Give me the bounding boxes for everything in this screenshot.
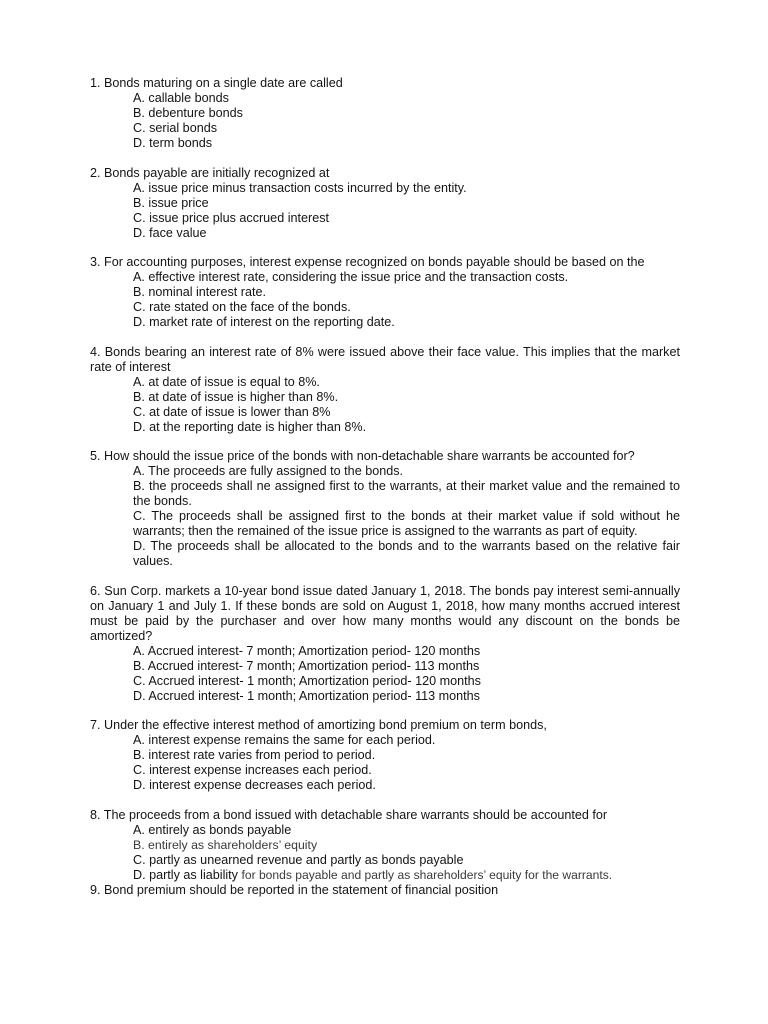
option-b: B. entirely as shareholders’ equity (133, 837, 318, 852)
question-stem: 4. Bonds bearing an interest rate of 8% were issued above their face value. This implies that the market rate of interest (90, 344, 680, 374)
question-stem: 9. Bond premium should be reported in the statement of financial position (90, 882, 499, 897)
option-d: D. market rate of interest on the reporting date. (133, 315, 395, 329)
question-9 (90, 883, 680, 898)
question-2 (90, 166, 680, 241)
question-stem: 3. For accounting purposes, interest expense recognized on bonds payable should be based on the (90, 255, 645, 269)
option-d: D. Accrued interest- 1 month; Amortization period- 113 months (133, 688, 480, 703)
option-b: B. Accrued interest- 7 month; Amortization period- 113 months (133, 658, 480, 673)
question-3 (90, 255, 680, 330)
option-b: B. debenture bonds (133, 106, 243, 120)
question-1 (90, 76, 680, 151)
option-d: D. at the reporting date is higher than 8%. (133, 419, 367, 434)
option-b: B. nominal interest rate. (133, 285, 266, 299)
question-8 (90, 808, 680, 883)
option-a: A. issue price minus transaction costs incurred by the entity. (133, 180, 467, 195)
option-c: C. issue price plus accrued interest (133, 210, 329, 225)
question-stem: 7. Under the effective interest method of amortizing bond premium on term bonds, (90, 718, 547, 732)
option-d-part1: D. partly as liability (133, 867, 242, 882)
option-d: D. face value (133, 225, 207, 240)
question-6 (90, 584, 680, 704)
option-c: C. serial bonds (133, 121, 217, 135)
question-7 (90, 718, 680, 793)
option-a: A. effective interest rate, considering the issue price and the transaction costs. (133, 270, 569, 284)
option-c: C. Accrued interest- 1 month; Amortization period- 120 months (133, 673, 481, 688)
document-page (90, 76, 680, 912)
question-stem: 5. How should the issue price of the bonds with non-detachable share warrants be accounted for? (90, 449, 635, 463)
option-a: A. The proceeds are fully assigned to the bonds. (133, 464, 404, 478)
option-a: A. Accrued interest- 7 month; Amortization period- 120 months (133, 643, 481, 658)
question-5 (90, 449, 680, 569)
option-d (90, 868, 680, 883)
option-c: C. The proceeds shall be assigned first to the bonds at their market value if sold without he warrants; then the remained of the issue price is assigned to the warrants as part of equity. (133, 509, 680, 538)
option-b: B. the proceeds shall ne assigned first to the warrants, at their market value and the remained to the bonds. (133, 479, 680, 508)
option-c: C. interest expense increases each period. (133, 763, 372, 777)
option-a: A. interest expense remains the same for each period. (133, 733, 436, 747)
question-4 (90, 345, 680, 435)
option-b: B. interest rate varies from period to period. (133, 748, 376, 762)
option-c: C. partly as unearned revenue and partly as bonds payable (133, 852, 464, 867)
option-c: C. rate stated on the face of the bonds. (133, 300, 351, 314)
option-d: D. The proceeds shall be allocated to the bonds and to the warrants based on the relative fair values. (133, 539, 680, 568)
option-a: A. callable bonds (133, 91, 229, 105)
question-stem: 8. The proceeds from a bond issued with detachable share warrants should be accounted for (90, 807, 608, 822)
question-stem: 1. Bonds maturing on a single date are called (90, 76, 343, 90)
option-b: B. issue price (133, 195, 209, 210)
option-a: A. at date of issue is equal to 8%. (133, 374, 320, 389)
option-b: B. at date of issue is higher than 8%. (133, 389, 339, 404)
option-d-part2: for bonds payable and partly as shareholders’ equity for the warrants. (241, 867, 613, 882)
option-d: D. interest expense decreases each period. (133, 778, 376, 792)
option-d: D. term bonds (133, 136, 213, 150)
option-a: A. entirely as bonds payable (133, 822, 292, 837)
option-c: C. at date of issue is lower than 8% (133, 404, 331, 419)
question-stem: 6. Sun Corp. markets a 10-year bond issue dated January 1, 2018. The bonds pay interest semi-annually on January 1 and July 1. If these bonds are sold on August 1, 2018, how many months accrued interest must be paid by the purchaser and over how many months would any discount on the bonds be amortized? (90, 583, 680, 643)
question-stem: 2. Bonds payable are initially recognized at (90, 165, 330, 180)
